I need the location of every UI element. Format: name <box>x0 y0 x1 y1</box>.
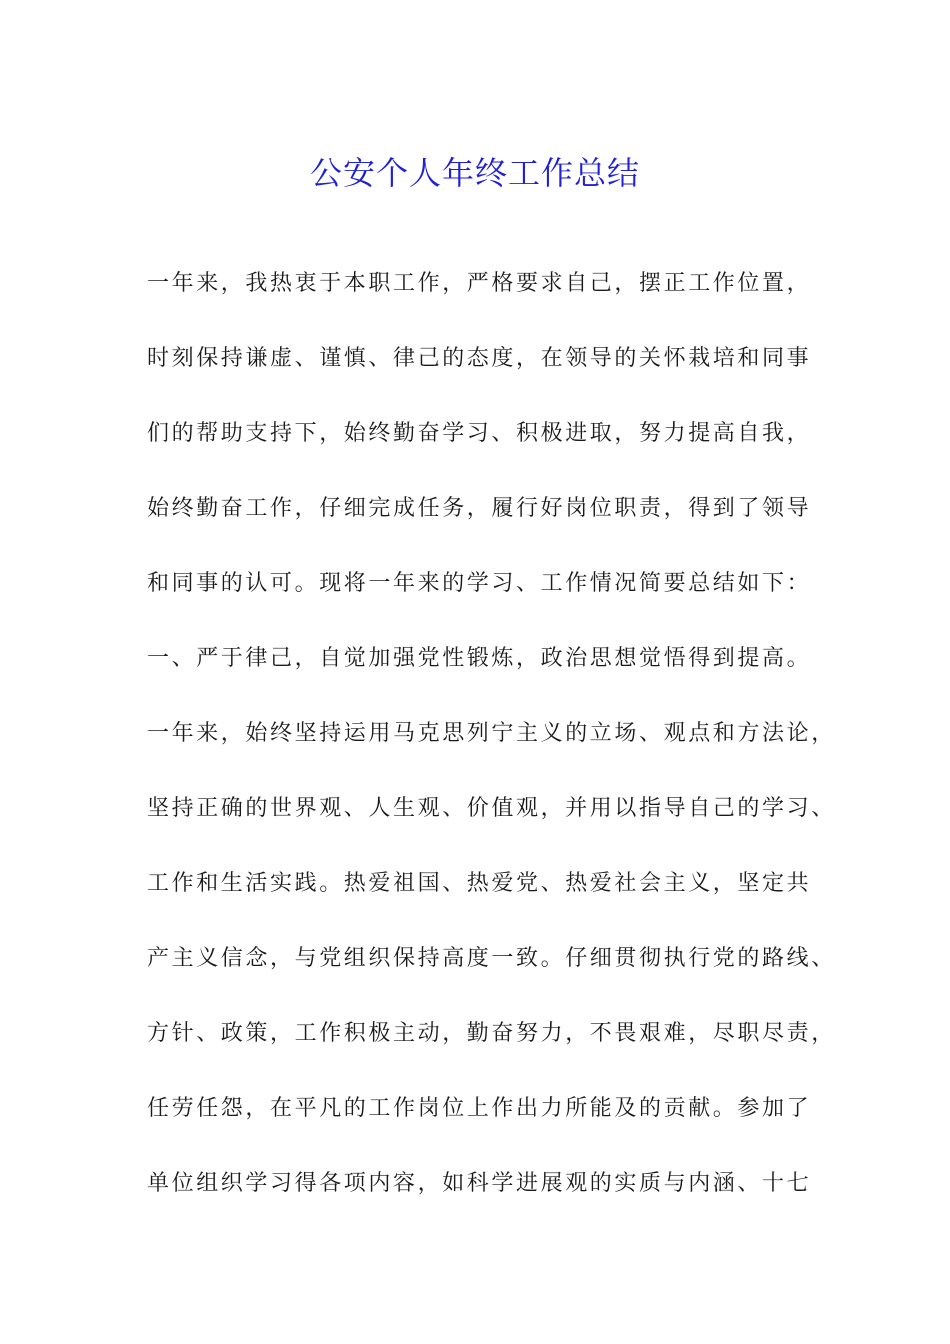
document-body <box>147 263 837 1238</box>
document-title: 公安个人年终工作总结 <box>309 154 640 193</box>
body-line: 方针、政策，工作积极主动，勤奋努力，不畏艰难，尽职尽责， <box>147 1021 836 1046</box>
body-line: 产主义信念，与党组织保持高度一致。仔细贯彻执行党的路线、 <box>147 946 836 971</box>
body-line: 任劳任怨，在平凡的工作岗位上作出力所能及的贡献。参加了 <box>147 1096 812 1121</box>
body-line: 和同事的认可。现将一年来的学习、工作情况简要总结如下： <box>147 571 812 596</box>
body-line: 坚持正确的世界观、人生观、价值观，并用以指导自己的学习、 <box>147 796 836 821</box>
body-line: 工作和生活实践。热爱祖国、热爱党、热爱社会主义，坚定共 <box>147 871 812 896</box>
body-line: 单位组织学习得各项内容，如科学进展观的实质与内涵、十七 <box>147 1171 812 1196</box>
section-heading: 一、严于律己，自觉加强党性锻炼，政治思想觉悟得到提高。 <box>147 646 812 671</box>
body-line: 们的帮助支持下，始终勤奋学习、积极进取，努力提高自我， <box>147 421 812 446</box>
body-line: 一年来，我热衷于本职工作，严格要求自己，摆正工作位置， <box>147 271 812 296</box>
body-line: 一年来，始终坚持运用马克思列宁主义的立场、观点和方法论， <box>147 721 836 746</box>
body-line: 始终勤奋工作，仔细完成任务，履行好岗位职责，得到了领导 <box>147 496 812 521</box>
body-line: 时刻保持谦虚、谨慎、律己的态度，在领导的关怀栽培和同事 <box>147 346 812 371</box>
